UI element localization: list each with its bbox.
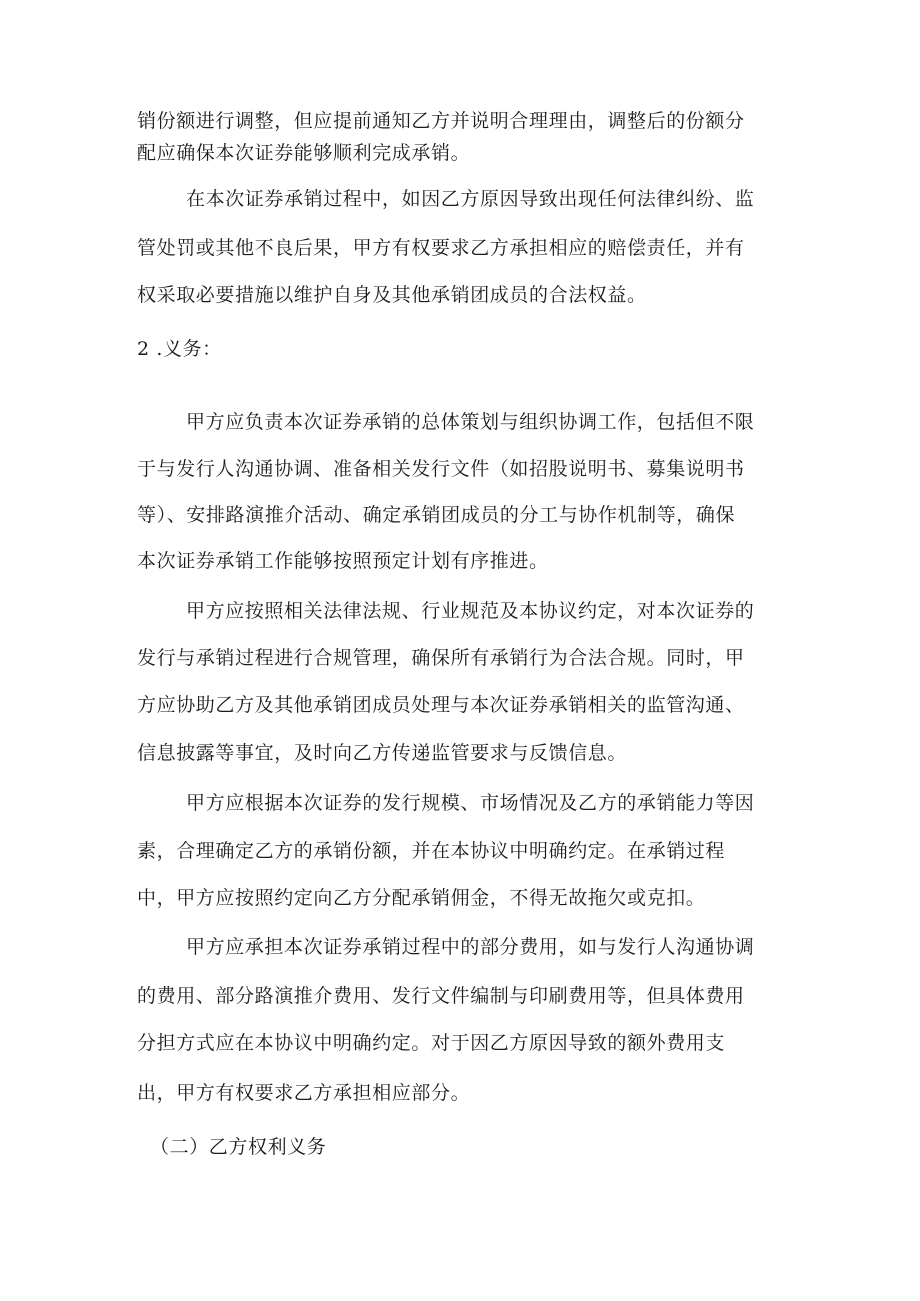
- paragraph-line: 发行与承销过程进行合规管理，确保所有承销行为合法合规。同时，甲: [137, 647, 745, 669]
- paragraph-line: 甲方应根据本次证券的发行规模、市场情况及乙方的承销能力等因: [186, 792, 755, 814]
- paragraph-line: 甲方应按照相关法律法规、行业规范及本协议约定，对本次证券的: [186, 600, 755, 622]
- paragraph-line: 素，合理确定乙方的承销份额，并在本协议中明确约定。在承销过程: [137, 840, 726, 862]
- paragraph-line: 本次证券承销工作能够按照预定计划有序推进。: [137, 550, 549, 572]
- paragraph-line: 配应确保本次证券能够顺利完成承销。: [137, 142, 471, 164]
- paragraph-line: 管处罚或其他不良后果，甲方有权要求乙方承担相应的赔偿责任，并有: [137, 237, 745, 259]
- paragraph-line: 甲方应承担本次证券承销过程中的部分费用，如与发行人沟通协调: [186, 936, 755, 958]
- paragraph-line: 信息披露等事宜，及时向乙方传递监管要求与反馈信息。: [137, 742, 628, 764]
- paragraph-line: 权采取必要措施以维护自身及其他承销团成员的合法权益。: [137, 284, 647, 306]
- section-heading: 2 .义务：: [137, 338, 222, 360]
- paragraph-line: 分担方式应在本协议中明确约定。对于因乙方原因导致的额外费用支: [137, 1032, 726, 1054]
- paragraph-line: 出，甲方有权要求乙方承担相应部分。: [137, 1082, 471, 1104]
- paragraph-line: 的费用、部分路演推介费用、发行文件编制与印刷费用等，但具体费用: [137, 985, 745, 1007]
- section-heading: （二）乙方权利义务: [150, 1136, 327, 1158]
- paragraph-line: 方应协助乙方及其他承销团成员处理与本次证券承销相关的监管沟通、: [137, 694, 745, 716]
- paragraph-line: 于与发行人沟通协调、准备相关发行文件（如招股说明书、募集说明书: [137, 458, 745, 480]
- paragraph-line: 等）、安排路演推介活动、确定承销团成员的分工与协作机制等，确保: [137, 504, 736, 526]
- paragraph-line: 中，甲方应按照约定向乙方分配承销佣金，不得无故拖欠或克扣。: [137, 887, 706, 909]
- paragraph-line: 销份额进行调整，但应提前通知乙方并说明合理理由，调整后的份额分: [137, 110, 745, 132]
- paragraph-line: 在本次证券承销过程中，如因乙方原因导致出现任何法律纠纷、监: [186, 188, 755, 210]
- paragraph-line: 甲方应负责本次证券承销的总体策划与组织协调工作，包括但不限: [186, 411, 755, 433]
